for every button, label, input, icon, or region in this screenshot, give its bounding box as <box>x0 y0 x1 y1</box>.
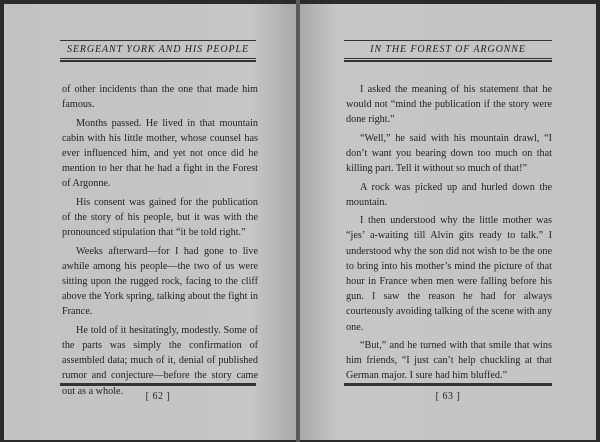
left-page <box>4 4 296 440</box>
paragraph: Weeks afterward—for I had gone to live awhile among his people—the two of us were sitting upon the rugged rock, facing to the cliff above the York spring, talking about the fight in France. <box>62 245 258 318</box>
paragraph: “Well,” he said with his mountain drawl, “I don’t want you bearing down too much on that killing part. Tell it without so much of that!” <box>346 132 552 175</box>
right-page-text <box>346 82 552 387</box>
page-number-right: [ 63 ] <box>435 391 461 402</box>
paragraph: of other incidents than the one that made him famous. <box>62 84 258 111</box>
paragraph: I then understood why the little mother was “jes’ a-waiting till Alvin gits ready to talk.” I understood why the son did not wish to be the one to bring into his mother’s mind the picture of that hour in France when men were falling before his gun. I saw the reason he had for always courteously avoiding talking of the scene with any one. <box>346 215 552 333</box>
running-head-left: SERGEANT YORK AND HIS PEOPLE <box>66 44 250 55</box>
right-page <box>300 4 596 440</box>
paragraph: Months passed. He lived in that mountain cabin with his little mother, whose counsel has ever influenced him, and yet not once did he mention to her that he had a fight in the Forest of Argonne. <box>62 117 258 190</box>
footer-rule-thin <box>60 385 256 386</box>
header-rule-bottom <box>60 58 256 59</box>
left-page-footer <box>60 382 256 405</box>
left-page-text <box>62 82 258 402</box>
paragraph: “But,” and he turned with that smile that wins him friends, “I just can’t help chuckling at that German major. I sure had him bluffed.” <box>346 340 552 382</box>
left-page-header <box>60 40 256 62</box>
paragraph: His consent was gained for the publication of the story of his people, but it was with the pronounced stipulation that “it be told right.” <box>62 196 258 239</box>
header-rule-thick <box>344 60 552 62</box>
right-page-footer <box>344 382 552 405</box>
paragraph: I asked the meaning of his statement that he would not “mind the publication if the story were done right.” <box>346 84 552 126</box>
paragraph: A rock was picked up and hurled down the mountain. <box>346 181 552 208</box>
paragraph: He told of it hesitatingly, modestly. Some of the parts was simply the confirmation of assembled data; much of it, denial of published rumor and conjecture—before the story came out as a whole. <box>62 324 258 397</box>
running-head-right: IN THE FOREST OF ARGONNE <box>370 44 526 55</box>
right-page-header <box>344 40 552 62</box>
footer-rule-thin <box>344 385 552 386</box>
header-rule-thick <box>60 60 256 62</box>
header-rule-bottom <box>344 58 552 59</box>
page-number-left: [ 62 ] <box>145 391 171 402</box>
